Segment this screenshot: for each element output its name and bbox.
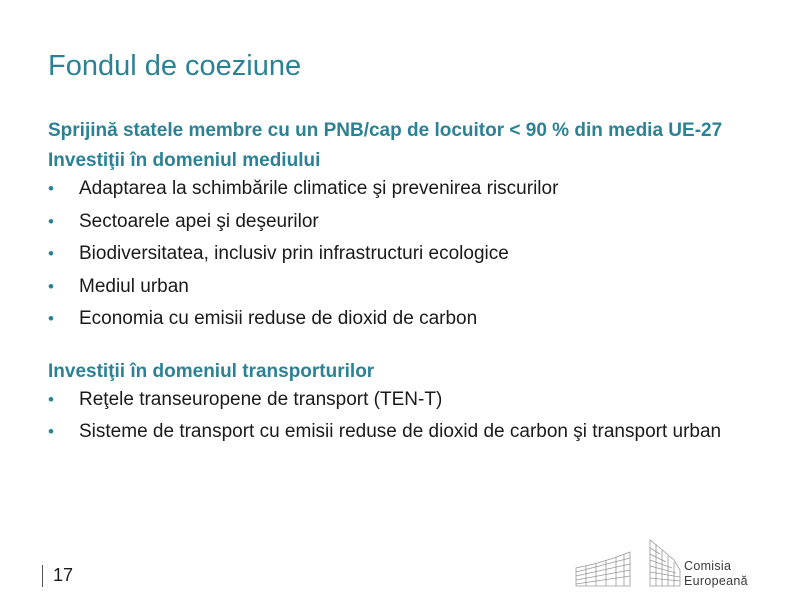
bullet-icon: •: [48, 389, 54, 409]
list-item: [48, 209, 748, 235]
bullet-icon: •: [48, 179, 54, 198]
bullet-icon: •: [48, 211, 54, 231]
slide-title: Fondul de coeziune: [48, 50, 302, 82]
building-left-icon: [576, 552, 630, 586]
bullet-icon: •: [48, 244, 54, 263]
list-item: [48, 274, 748, 300]
section-heading-environment: Investiţii în domeniul mediului: [48, 150, 321, 171]
bullet-icon: •: [48, 422, 54, 441]
list-item-text: Economia cu emisii reduse de dioxid de carbon: [79, 308, 478, 329]
section-heading-transport: Investiţii în domeniul transporturilor: [48, 360, 375, 382]
list-item-text: Adaptarea la schimbările climatice şi prevenirea riscurilor: [79, 178, 559, 199]
environment-bullet-list: [48, 176, 748, 332]
list-item: [48, 419, 748, 445]
page-number: 17: [53, 565, 74, 585]
list-item-text: Sisteme de transport cu emisii reduse de dioxid de carbon şi transport urban: [79, 421, 722, 442]
list-item-text: Biodiversitatea, inclusiv prin infrastructuri ecologice: [79, 243, 509, 264]
slide-content: [48, 118, 748, 452]
logo-text: [684, 559, 748, 589]
list-item-text: Sectoarele apei şi deşeurilor: [79, 210, 319, 232]
list-item: [48, 306, 748, 332]
list-item-text: Mediul urban: [79, 275, 189, 297]
list-item-text: Reţele transeuropene de transport (TEN-T): [79, 388, 443, 410]
transport-bullet-list: [48, 387, 748, 446]
list-item: [48, 176, 748, 202]
building-right-icon: [650, 540, 680, 586]
list-item: [48, 241, 748, 267]
logo-text-line-1: Comisia: [684, 559, 732, 573]
section-spacer: [48, 339, 748, 359]
list-item: [48, 387, 748, 413]
intro-text: Sprijină statele membre cu un PNB/cap de locuitor < 90 % din media UE-27: [48, 120, 723, 141]
logo-text-line-2: Europeană: [684, 574, 748, 588]
footer-divider: [42, 565, 43, 587]
bullet-icon: •: [48, 276, 54, 296]
bullet-icon: •: [48, 309, 54, 328]
